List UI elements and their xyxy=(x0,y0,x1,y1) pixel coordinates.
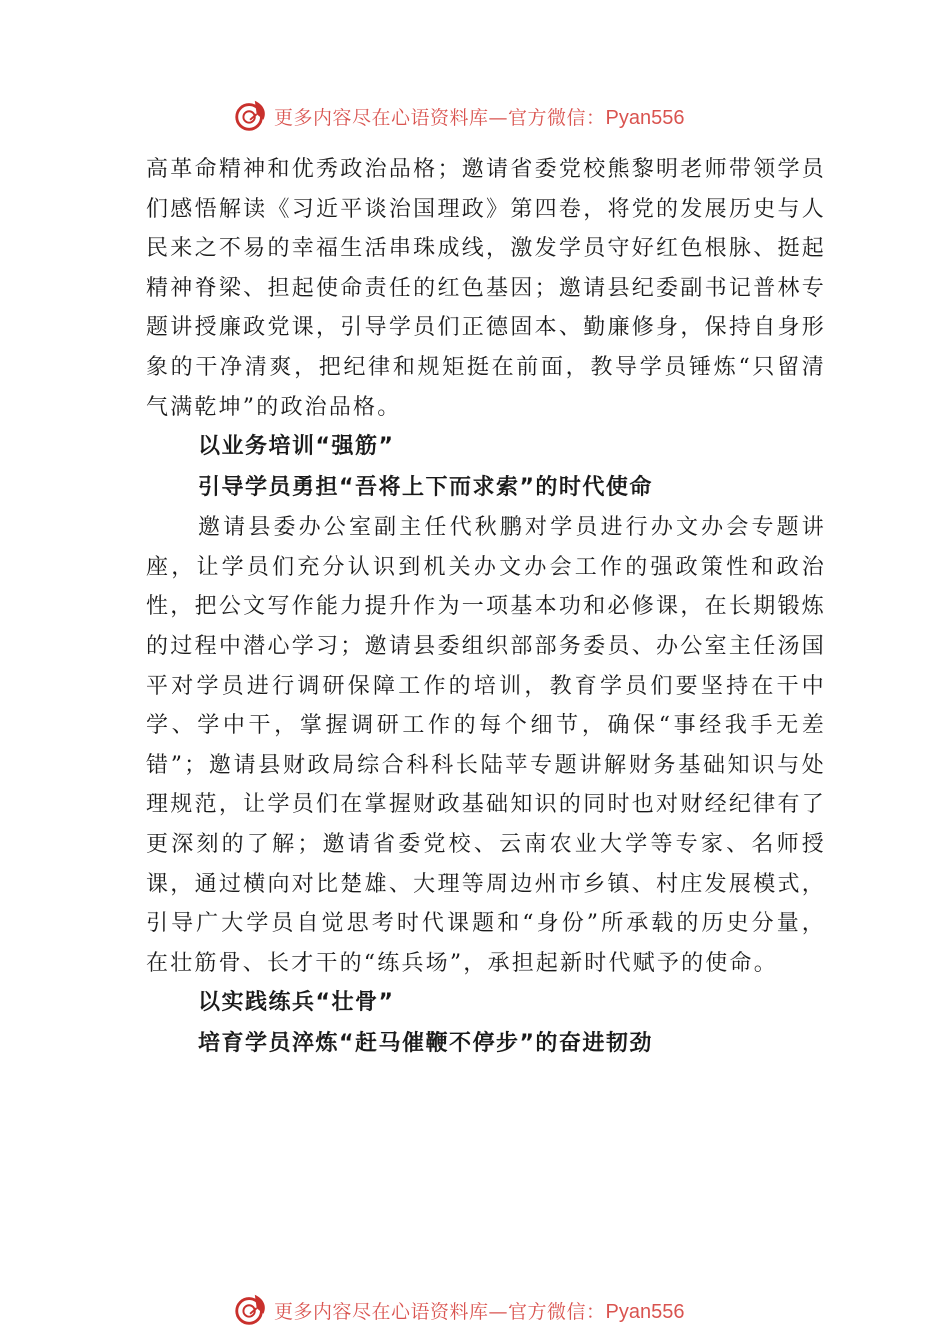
header-watermark xyxy=(232,96,752,136)
section-subheading-practice: 培育学员淬炼“赶马催鞭不停步”的奋进韧劲 xyxy=(198,1030,653,1056)
section-heading-business-training: 以业务培训“强筋” xyxy=(198,434,395,460)
quill-pen-logo-icon xyxy=(232,97,270,135)
watermark-label: 更多内容尽在心语资料库—官方微信： xyxy=(274,106,606,129)
body-paragraph-business-training: 邀请县委办公室副主任代秋鹏对学员进行办文办会专题讲座，让学员们充分认识到机关办文办会工作的强政策性和政治性，把公文写作能力提升作为一项基本功和必修课，在长期锻炼的过程中潜心学习；邀请县委组织部部务委员、办公室主任汤国平对学员进行调研保障工作的培训，教育学员们要坚持在干中学、学中干，掌握调研工作的每个细节，确保“事经我手无差错”；邀请县财政局综合科科长陆苹专题讲解财务基础知识与处理规范，让学员们在掌握财政基础知识的同时也对财经纪律有了更深刻的了解；邀请省委党校、云南农业大学等专家、名师授课，通过横向对比楚雄、大理等周边州市乡镇、村庄发展模式，引导广大学员自觉思考时代课题和“身份”所承载的历史分量，在壮筋骨、长才干的“练兵场”，承担起新时代赋予的使命。 xyxy=(146,515,826,976)
section-subheading-business-training: 引导学员勇担“吾将上下而求索”的时代使命 xyxy=(198,474,653,500)
watermark-text xyxy=(274,103,684,130)
watermark-label: 更多内容尽在心语资料库—官方微信： xyxy=(274,1300,606,1323)
quill-pen-logo-icon xyxy=(232,1291,270,1329)
watermark-handle: Pyan556 xyxy=(605,106,685,129)
section-heading-practice: 以实践练兵“壮骨” xyxy=(198,990,395,1016)
body-paragraph-continued: 高革命精神和优秀政治品格；邀请省委党校熊黎明老师带领学员们感悟解读《习近平谈治国理政》第四卷，将党的发展历史与人民来之不易的幸福生活串珠成线，激发学员守好红色根脉、挺起精神脊梁、担起使命责任的红色基因；邀请县纪委副书记普林专题讲授廉政党课，引导学员们正德固本、勤廉修身，保持自身形象的干净清爽，把纪律和规矩挺在前面，教导学员锤炼“只留清气满乾坤”的政治品格。 xyxy=(146,157,826,420)
watermark-text xyxy=(274,1297,684,1324)
document-body xyxy=(146,150,826,1064)
watermark-handle: Pyan556 xyxy=(605,1300,685,1323)
footer-watermark xyxy=(232,1290,752,1330)
